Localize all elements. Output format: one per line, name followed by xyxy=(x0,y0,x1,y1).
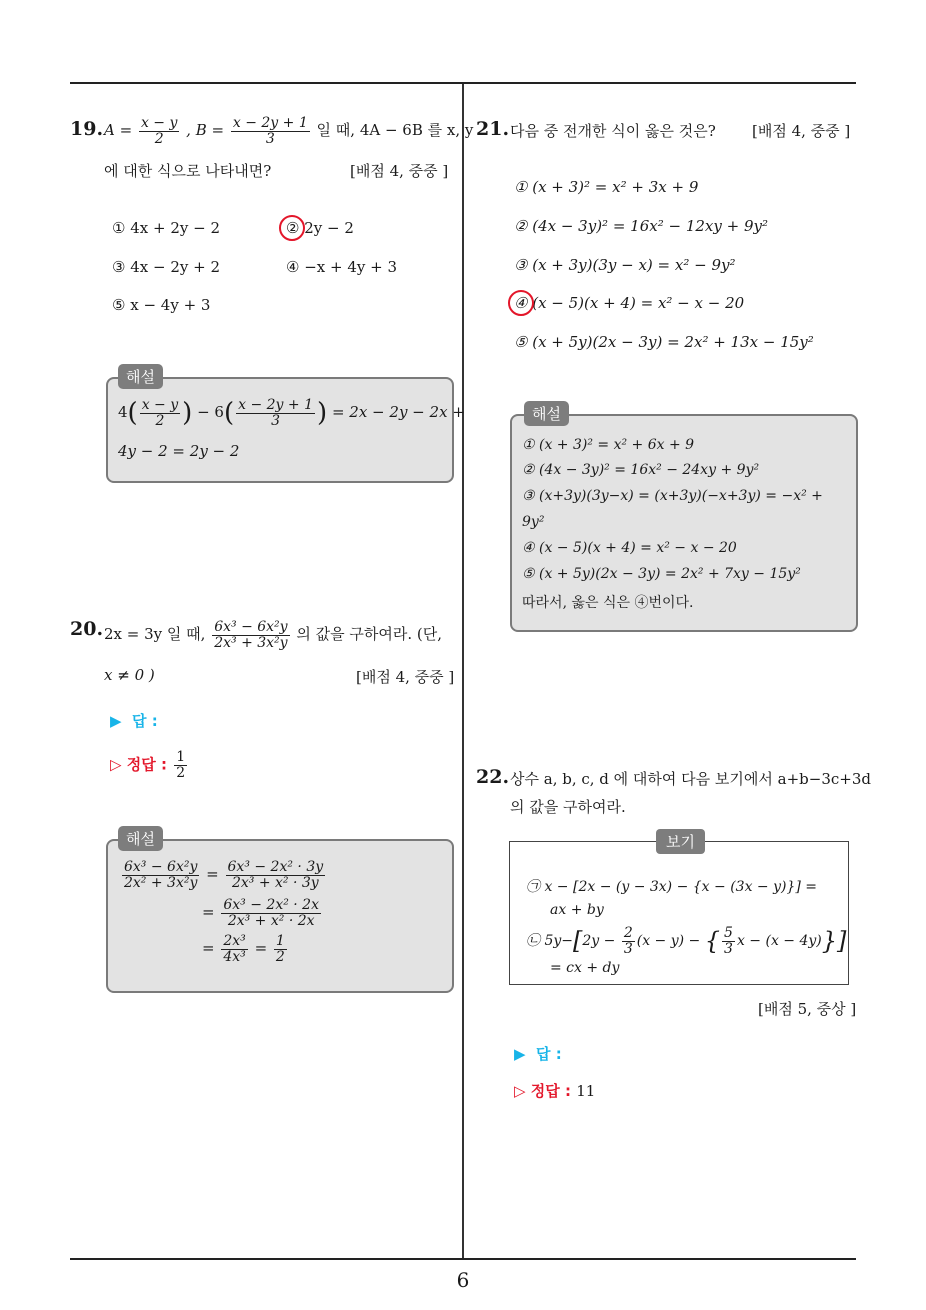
q21-choice-4[interactable]: ④ (x − 5)(x + 4) = x² − x − 20 xyxy=(514,294,745,312)
q19-choice-3[interactable]: ③ 4x − 2y + 2 xyxy=(112,258,220,276)
q22-correct-answer: ▷ 정답 : 11 xyxy=(514,1082,596,1100)
q19-a-label: A = xyxy=(104,121,133,140)
q21-choice-2[interactable]: ② (4x − 3y)² = 16x² − 12xy + 9y² xyxy=(514,217,768,235)
correct-arrow-icon: ▷ xyxy=(110,755,122,774)
question-19-points: [배점 4, 중중 ] xyxy=(350,162,449,180)
q21-solution-line: ③ (x+3y)(3y−x) = (x+3y)(−x+3y) = −x² + xyxy=(522,488,823,504)
q19-solution-line1: 4( $\frac{x - y}{2}$ ) − 6( $\frac{x - 2y + 1}{3}$ ) = 2x − 2y − 2x + xyxy=(118,397,465,429)
q20-solution-step2: = $\frac{\text{6x³ − 2x² · 2x}}{\text{2x³ + x² · 2x}}$ xyxy=(202,897,319,929)
question-21-number: 21. xyxy=(476,118,510,140)
column-divider xyxy=(462,84,464,1258)
question-20-line2: x ≠ 0 ) xyxy=(104,666,155,684)
correct-arrow-icon: ▷ xyxy=(514,1082,526,1100)
answer-arrow-icon: ▶ xyxy=(110,712,122,730)
q19-solution-tag: 해설 xyxy=(118,364,163,389)
q19-frac-a: $\frac{x - y}{2}$ xyxy=(140,115,178,147)
question-19-number: 19. xyxy=(70,118,104,140)
question-20-line1: 2x = 3y 일 때, $\frac{\text{6x³ − 6x²y}}{\text{2x³ + 3x²y}}$ 의 값을 구하여라. (단, xyxy=(104,619,442,651)
q19-choice-5[interactable]: ⑤ x − 4y + 3 xyxy=(112,296,211,314)
question-22-line1: 상수 a, b, c, d 에 대하여 다음 보기에서 a+b−3c+3d xyxy=(510,770,871,788)
q22-bogi-item-1-cont: ax + by xyxy=(550,902,604,918)
question-19-line1 xyxy=(104,116,473,146)
bottom-rule xyxy=(70,1258,856,1260)
selected-answer-circle xyxy=(279,215,305,241)
q21-choice-1[interactable]: ① (x + 3)² = x² + 3x + 9 xyxy=(514,178,699,196)
q21-solution-tag: 해설 xyxy=(524,401,569,426)
q21-solution-line: 9y² xyxy=(522,514,545,530)
q20-correct-answer: ▷ 정답 : $\frac{1}{2}$ xyxy=(110,749,186,781)
q22-bogi-item-2-cont: = cx + dy xyxy=(550,960,620,976)
page-number: 6 xyxy=(456,1268,470,1292)
q21-solution-conclusion: 따라서, 옳은 식은 ④번이다. xyxy=(522,595,694,611)
question-22-points: [배점 5, 중상 ] xyxy=(758,1000,857,1018)
answer-arrow-icon: ▶ xyxy=(514,1045,526,1063)
q22-answer-field[interactable]: ▶ 답 : xyxy=(514,1045,562,1063)
question-22-line2: 의 값을 구하여라. xyxy=(510,798,626,816)
q21-solution-line: ① (x + 3)² = x² + 6x + 9 xyxy=(522,437,695,453)
q19-choice-2[interactable]: ② 2y − 2 xyxy=(286,219,354,237)
q20-solution-step1: $\frac{\text{6x³ − 6x²y}}{\text{2x² + 3x²y}}$ = $\frac{\text{6x³ − 2x² · 3y}}{\text{2x³ + x² · 3y}}$ xyxy=(124,859,324,891)
q19-b-label: , B = xyxy=(186,121,225,140)
q20-solution-step3: = $\frac{\text{2x³}}{\text{4x³}}$ = $\frac{1}{2}$ xyxy=(202,933,285,965)
question-20-number: 20. xyxy=(70,618,104,640)
q21-solution-line: ⑤ (x + 5y)(2x − 3y) = 2x² + 7xy − 15y² xyxy=(522,566,801,582)
q20-answer-field[interactable]: ▶ 답 : xyxy=(110,712,158,730)
q19-solution-line2: 4y − 2 = 2y − 2 xyxy=(118,442,240,460)
q19-choice-4[interactable]: ④ −x + 4y + 3 xyxy=(286,258,398,276)
q21-choice-3[interactable]: ③ (x + 3y)(3y − x) = x² − 9y² xyxy=(514,256,736,274)
question-21-text: 다음 중 전개한 식이 옳은 것은? xyxy=(510,122,716,140)
q20-solution-tag: 해설 xyxy=(118,826,163,851)
q21-solution-line: ④ (x − 5)(x + 4) = x² − x − 20 xyxy=(522,540,737,556)
q22-bogi-tag: 보기 xyxy=(656,829,705,854)
q19-tail: 일 때, 4A − 6B 를 x, y xyxy=(316,121,474,140)
q21-solution-line: ② (4x − 3y)² = 16x² − 24xy + 9y² xyxy=(522,462,760,478)
question-22-number: 22. xyxy=(476,766,510,788)
q22-bogi-item-1: ㉠ x − [2x − (y − 3x) − {x − (3x − y)}] = xyxy=(526,879,818,895)
q19-choice-1[interactable]: ① 4x + 2y − 2 xyxy=(112,219,220,237)
q21-choice-5[interactable]: ⑤ (x + 5y)(2x − 3y) = 2x² + 13x − 15y² xyxy=(514,333,814,351)
q22-bogi-item-2: ㉡ 5y−[2y − $\frac{2}{3}$ (x − y) − { $\frac{5}{3}$ x − (x − 4y)}] xyxy=(526,925,847,957)
question-19-line2: 에 대한 식으로 나타내면? xyxy=(104,162,272,180)
selected-answer-circle xyxy=(508,290,534,316)
q19-frac-b: $\frac{x - 2y + 1}{3}$ xyxy=(232,115,308,147)
q19-solution-box xyxy=(106,377,454,483)
question-20-points: [배점 4, 중중 ] xyxy=(356,668,455,686)
question-21-points: [배점 4, 중중 ] xyxy=(752,122,851,140)
